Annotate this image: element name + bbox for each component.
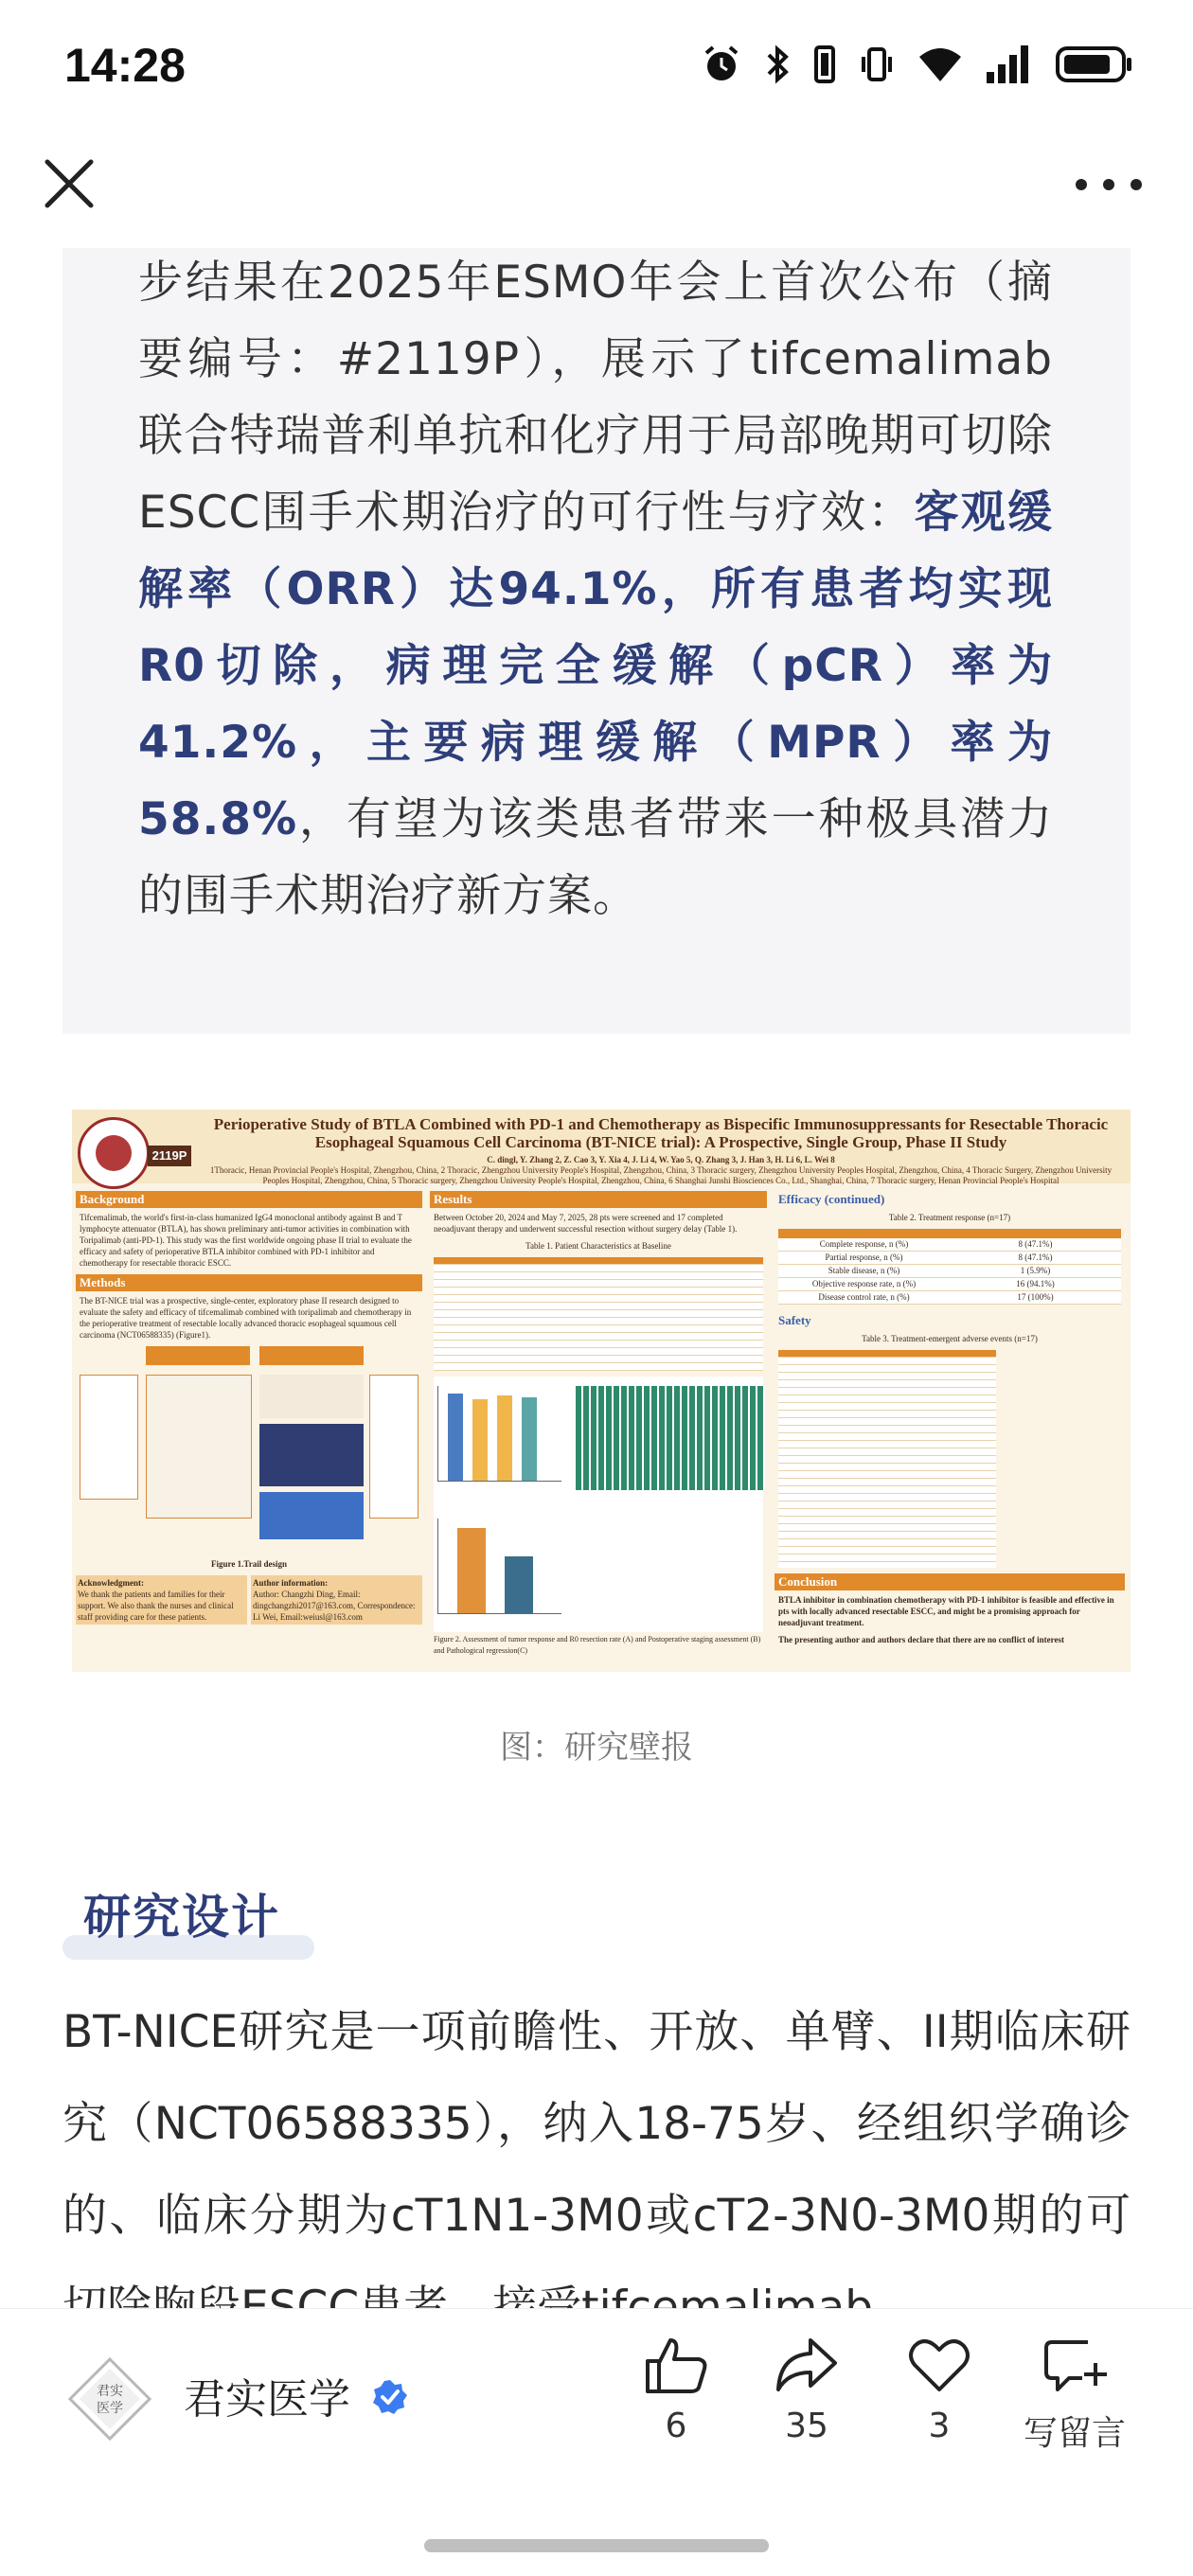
table3-caption: Table 3. Treatment-emergent adverse events (n=17) [862, 1334, 1038, 1343]
share-count: 35 [785, 2407, 828, 2445]
table1 [434, 1257, 763, 1371]
like-button[interactable] [619, 2335, 733, 2445]
table2-row [778, 1238, 1121, 1252]
battery-icon [1055, 44, 1134, 85]
poster-column-2 [430, 1191, 767, 1664]
verified-icon [371, 2378, 409, 2416]
poster-tag: 2119P [148, 1146, 191, 1166]
share-icon [773, 2335, 841, 2395]
poster-caption: 图：研究壁报 [500, 1729, 693, 1767]
wifi-icon [917, 44, 964, 85]
favorite-count: 3 [928, 2407, 951, 2445]
poster-methods-text: The BT-NICE trial was a prospective, single-center, exploratory phase II research designed to evaluate the safety and efficacy of tifcemalimab combined with toripalimab and chemotherapy in the perioperative treatment of resectable locally advanced thoracic esophageal squamous cell carcinoma (NCT06588335) (Figure1). [80, 1296, 412, 1340]
section-heading: 研究设计 [83, 1890, 280, 1945]
status-icons [701, 44, 1134, 85]
poster-section-safety: Safety [775, 1312, 1125, 1329]
alarm-icon [701, 44, 742, 85]
table2-cell: 8 (47.1%) [1018, 1252, 1053, 1262]
comment-icon [1041, 2335, 1109, 2395]
account-avatar[interactable] [66, 2355, 153, 2443]
home-indicator[interactable] [424, 2539, 769, 2552]
results-intro: Between October 20, 2024 and May 7, 2025, 28 pts were screened and 17 completed neoadjuvant therapy and underwent successful resection without surgery delay (Table 1). [434, 1213, 738, 1234]
section-body-text: BT-NICE研究是一项前瞻性、开放、单臂、II期临床研究（NCT06588335），纳入18-75岁、经组织学确诊的、临床分期为cT1N1-3M0或cT2-3N0-3M0期的可 [62, 2006, 1131, 2242]
table2-cell: Complete response, n (%) [819, 1239, 909, 1249]
figure2-caption: Figure 2. Assessment of tumor response and R0 resection rate (A) and Postoperative staging assessment (B) and Pathological regression(C) [434, 1635, 761, 1655]
table2-cell: Stable disease, n (%) [828, 1266, 900, 1275]
ack-text: We thank the patients and families for their support. We also thank the nurses and clinical staff providing care for these patients. [78, 1590, 234, 1622]
poster-section-background: Background [76, 1191, 422, 1208]
quote-text [138, 244, 1053, 934]
ack-title: Acknowledgment: [78, 1578, 144, 1588]
quote-part1: 步结果在2025年ESMO年会上首次公布（摘要编号：#2119P），展示了tifcemalimab联合特瑞普利单抗和化疗用于局部晚期可切除ESCC围手术期治疗的可行性与疗效： [138, 257, 1053, 539]
table2-row [778, 1278, 1121, 1291]
poster-author-list: C. dingl, Y. Zhang 2, Z. Cao 3, Y. Xia 4, J. Li 4, W. Yao 5, Q. Zhang 3, J. Han 3, H. Li 6, L. Wei 8 [487, 1155, 835, 1164]
vibrate-icon [858, 44, 896, 85]
status-time: 14:28 [64, 39, 186, 92]
table2-cell: Disease control rate, n (%) [818, 1292, 910, 1302]
poster-section-conclusion: Conclusion [775, 1573, 1125, 1590]
table3 [778, 1350, 996, 1568]
table2-row [778, 1265, 1121, 1278]
table2-cell: 17 (100%) [1017, 1292, 1054, 1302]
poster-header [72, 1110, 1131, 1183]
table2-cell: 16 (94.1%) [1016, 1279, 1055, 1288]
like-count: 6 [665, 2407, 687, 2445]
poster-background-text: Tifcemalimab, the world's first-in-class humanized IgG4 monoclonal antibody against B and T lymphocyte attenuator (BTLA), has shown preliminary anti-tumor activities in combination with Toripalimab (anti-PD-1). This study was the first worldwide ongoing phase II trial to evaluate the efficacy and safety of perioperative BTLA inhibitor combined with PD-1 inhibitor and chemotherapy for resectable thoracic ESCC. [80, 1213, 412, 1268]
comment-button[interactable] [1013, 2335, 1136, 2455]
disclosure-text: The presenting author and authors declare that there are no conflict of interest [778, 1635, 1064, 1644]
table2-row [778, 1291, 1121, 1305]
favorite-button[interactable] [882, 2335, 996, 2445]
close-icon[interactable] [42, 156, 97, 211]
trial-design-diagram [80, 1346, 418, 1554]
quote-part2: ，有望为该类患者带来一种极具潜力的围手术期治疗新方案。 [138, 793, 1053, 922]
signal-icon [985, 44, 1034, 85]
table2-caption: Table 2. Treatment response (n=17) [888, 1213, 1011, 1222]
poster-column-3 [775, 1191, 1125, 1664]
conclusion-text: BTLA inhibitor in combination chemotherapy with PD-1 inhibitor is feasible and effective in pts with locally advanced resectable ESCC, and might be a promising approach for neoadjuvant treatment. [778, 1595, 1114, 1627]
poster-section-efficacy: Efficacy (continued) [775, 1191, 1125, 1208]
table2-row [778, 1252, 1121, 1265]
table2-cell: Partial response, n (%) [825, 1252, 903, 1262]
thumbs-up-icon [642, 2335, 710, 2395]
poster-column-1 [76, 1191, 422, 1664]
heart-icon [905, 2335, 973, 2395]
more-icon[interactable] [1066, 161, 1151, 208]
account-name[interactable]: 君实医学 [184, 2375, 350, 2424]
avatar-text-top: 君实 [97, 2384, 123, 2399]
research-poster-image[interactable] [72, 1110, 1131, 1672]
table2-cell: Objective response rate, n (%) [811, 1279, 917, 1288]
status-bar [0, 0, 1193, 133]
hospital-logo-icon [78, 1117, 150, 1189]
table2 [778, 1229, 1121, 1305]
table2-cell: 1 (5.9%) [1020, 1266, 1051, 1275]
poster-title: Perioperative Study of BTLA Combined with PD-1 and Chemotherapy as Bispecific Immunosuppressants for Resectable Thoracic Esophageal Squamous Cell Carcinoma (BT-NICE trial): A Prospective, Single Group, Phase II Study [213, 1115, 1109, 1151]
poster-authors [197, 1155, 1125, 1186]
poster-section-methods: Methods [76, 1274, 422, 1291]
poster-section-results: Results [430, 1191, 767, 1208]
author-info-title: Author information: [253, 1578, 329, 1588]
author-info-text: Author: Changzhi Ding, Email: dingchangzhi2017@163.com, Correspondence: Li Wei, Email:weiusl@163.com [253, 1590, 416, 1622]
table2-cell: 8 (47.1%) [1018, 1239, 1053, 1249]
avatar-text-bottom: 医学 [97, 2401, 123, 2416]
figure1-caption: Figure 1.Trail design [211, 1559, 287, 1569]
poster-affiliations: 1Thoracic, Henan Provincial People's Hospital, Zhengzhou, China, 2 Thoracic, Zhengzhou University People's Hospital, Zhengzhou, China, 3 Thoracic surgery, Zhengzhou University Peoples Hospital, Zhengzhou, China, 4 Thoracic Surgery, Zhengzhou University Peoples Hospital, Zhengzhou, China, 5 Thoracic surgery, Zhengzhou University People's Hospital, Zhengzhou, China, 6 Shanghai Junshi Biosciences Co., Ltd., Shanghai, China, 7 Thoracic surgery, Henan Provincial People's Hospital [209, 1165, 1113, 1185]
comment-label: 写留言 [1023, 2414, 1126, 2453]
bluetooth-icon [763, 44, 792, 85]
quote-highlight: 客观缓解率（ORR）达94.1%，所有患者均实现R0切除，病理完全缓解（pCR）率为41.2%，主要病理缓解（MPR）率为58.8% [138, 487, 1053, 845]
table1-caption: Table 1. Patient Characteristics at Baseline [525, 1241, 671, 1251]
battery-saver-icon [812, 44, 837, 85]
share-button[interactable] [750, 2335, 864, 2445]
figure2-charts [434, 1377, 763, 1632]
